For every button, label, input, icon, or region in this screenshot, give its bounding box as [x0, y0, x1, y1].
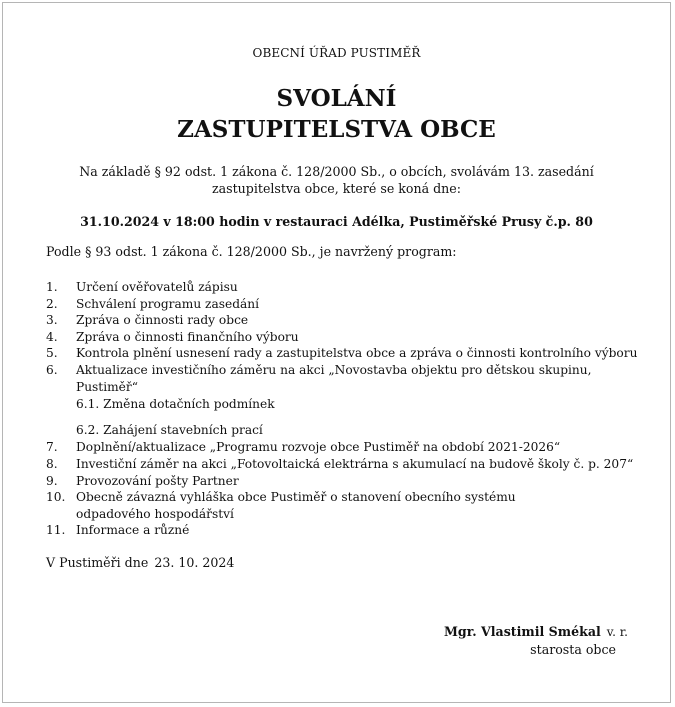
agenda-item-text: Kontrola plnění usnesení rady a zastupitelstva obce a zpráva o činnosti kontrolního výboru: [76, 346, 638, 361]
agenda-item: [46, 522, 646, 539]
agenda-item: [46, 345, 646, 362]
agenda-item-text: Aktualizace investičního záměru na akci „Novostavba objektu pro dětskou skupinu, Pustiměř“: [76, 362, 592, 394]
agenda-item-text: Doplnění/aktualizace „Programu rozvoje obce Pustiměř na období 2021-2026“: [76, 440, 561, 455]
agenda-item-text: Zpráva o činnosti finančního výboru: [76, 329, 299, 344]
agenda-item: [46, 279, 646, 296]
title-line-2: ZASTUPITELSTVA OBCE: [177, 116, 496, 143]
agenda-item-text: Určení ověřovatelů zápisu: [76, 280, 238, 294]
agenda-item: [46, 489, 646, 522]
agenda-item-text: Provozování pošty Partner: [76, 473, 239, 488]
signatory-name: Mgr. Vlastimil Smékal: [443, 624, 601, 639]
signed-mark: v. r.: [606, 625, 628, 639]
agenda-item: [46, 329, 646, 346]
agenda-item-number: 11.: [46, 523, 66, 538]
agenda-item-number: 9.: [46, 473, 58, 488]
agenda-item-number: 8.: [46, 456, 58, 471]
agenda-item: [46, 456, 646, 473]
agenda-item: [46, 296, 646, 313]
agenda-item-text: Schválení programu zasedání: [76, 296, 260, 311]
agenda-subitem: 6.2. Zahájení stavebních prací: [76, 422, 263, 437]
agenda-item-number: 4.: [46, 329, 58, 344]
agenda-item-text: Obecně závazná vyhláška obce Pustiměř o stanovení obecního systému odpadového hospodářství: [76, 490, 516, 521]
agenda-item-number: 6.: [46, 362, 58, 377]
office-name: OBECNÍ ÚŘAD PUSTIMĚŘ: [252, 46, 421, 60]
agenda-item-number: 10.: [46, 490, 66, 505]
date-line-date: 23. 10. 2024: [154, 555, 235, 570]
date-line-label: V Pustiměři dne: [46, 555, 149, 570]
intro-paragraph: Na základě § 92 odst. 1 zákona č. 128/2000 Sb., o obcích, svolávám 13. zasedání zastupitelstva obce, které se koná dne:: [79, 164, 594, 196]
agenda-item: [46, 362, 646, 395]
meeting-details: 31.10.2024 v 18:00 hodin v restauraci Adélka, Pustiměřské Prusy č.p. 80: [80, 214, 593, 229]
agenda-item-number: 3.: [46, 313, 58, 328]
signatory-role: starosta obce: [530, 642, 616, 657]
agenda-item-text: Investiční záměr na akci „Fotovoltaická elektrárna s akumulací na budově školy č. p. 207“: [76, 456, 634, 471]
agenda-item-text: Informace a různé: [76, 523, 190, 538]
document-page: [2, 2, 671, 703]
document-title: [3, 83, 670, 145]
agenda-item-number: 7.: [46, 440, 58, 455]
agenda-item-number: 1.: [46, 280, 58, 294]
agenda-item-text: Zpráva o činnosti rady obce: [76, 313, 249, 328]
agenda-item-number: 5.: [46, 346, 58, 361]
program-intro: Podle § 93 odst. 1 zákona č. 128/2000 Sb., je navržený program:: [46, 244, 457, 259]
date-line: [46, 555, 234, 570]
agenda-item-number: 2.: [46, 296, 58, 311]
signature-block: [444, 623, 628, 658]
agenda-item: [46, 473, 646, 490]
agenda-item: [46, 439, 646, 456]
agenda-subitem: 6.1. Změna dotačních podmínek: [76, 397, 275, 412]
agenda-item: [46, 312, 646, 329]
agenda-list: [46, 279, 646, 539]
title-line-1: SVOLÁNÍ: [276, 85, 397, 112]
